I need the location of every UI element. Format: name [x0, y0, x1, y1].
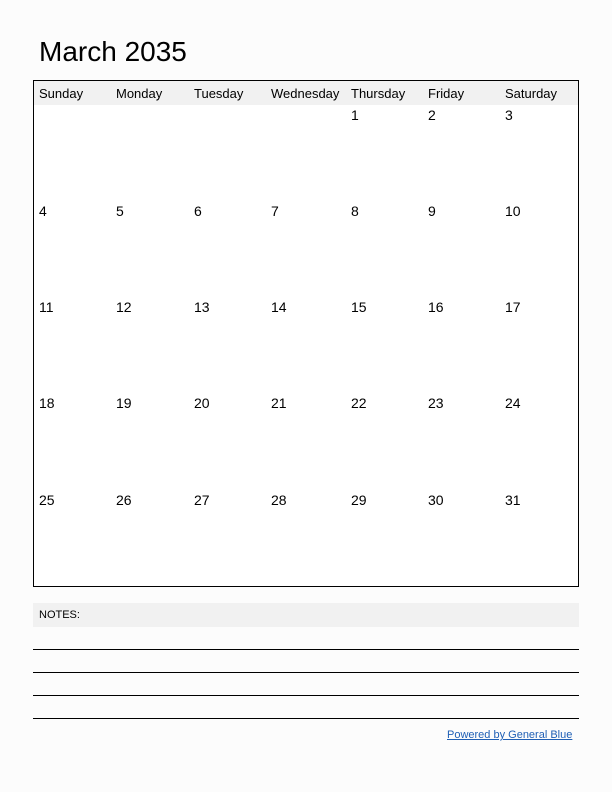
calendar-day: 26 — [116, 492, 132, 508]
calendar-day: 31 — [505, 492, 521, 508]
calendar-day: 13 — [194, 299, 210, 315]
calendar-day: 29 — [351, 492, 367, 508]
weekday-wednesday: Wednesday — [271, 86, 340, 101]
calendar-day: 25 — [39, 492, 55, 508]
calendar-day: 20 — [194, 395, 210, 411]
calendar-day: 2 — [428, 107, 436, 123]
page-title: March 2035 — [39, 36, 187, 67]
calendar-day: 23 — [428, 395, 444, 411]
weekday-tuesday: Tuesday — [194, 86, 244, 101]
calendar-day: 8 — [351, 203, 359, 219]
calendar-day: 18 — [39, 395, 55, 411]
calendar-day: 16 — [428, 299, 444, 315]
calendar-day: 7 — [271, 203, 279, 219]
calendar-day: 14 — [271, 299, 287, 315]
weekday-friday: Friday — [428, 86, 465, 101]
calendar-day: 6 — [194, 203, 202, 219]
calendar-day: 4 — [39, 203, 47, 219]
calendar-day: 22 — [351, 395, 367, 411]
calendar-day: 15 — [351, 299, 367, 315]
weekday-sunday: Sunday — [39, 86, 84, 101]
note-line — [33, 718, 579, 719]
calendar-day: 1 — [351, 107, 359, 123]
calendar-day: 24 — [505, 395, 521, 411]
calendar-day: 5 — [116, 203, 124, 219]
calendar-day: 27 — [194, 492, 210, 508]
powered-by-link[interactable]: Powered by General Blue — [447, 729, 573, 741]
note-line — [33, 695, 579, 696]
weekday-header-row — [34, 81, 578, 105]
calendar-day: 21 — [271, 395, 287, 411]
calendar-day: 3 — [505, 107, 513, 123]
calendar-day: 9 — [428, 203, 436, 219]
calendar-day: 11 — [39, 299, 54, 315]
calendar-day: 17 — [505, 299, 521, 315]
note-line — [33, 649, 579, 650]
note-line — [33, 672, 579, 673]
notes-label: NOTES: — [39, 609, 80, 621]
calendar-day: 30 — [428, 492, 444, 508]
calendar-day: 28 — [271, 492, 287, 508]
calendar-day: 12 — [116, 299, 132, 315]
calendar-grid — [33, 80, 579, 587]
weekday-saturday: Saturday — [505, 86, 558, 101]
weekday-monday: Monday — [116, 86, 163, 101]
calendar-day: 19 — [116, 395, 132, 411]
weekday-thursday: Thursday — [351, 86, 406, 101]
notes-header — [33, 603, 579, 627]
calendar-day: 10 — [505, 203, 521, 219]
